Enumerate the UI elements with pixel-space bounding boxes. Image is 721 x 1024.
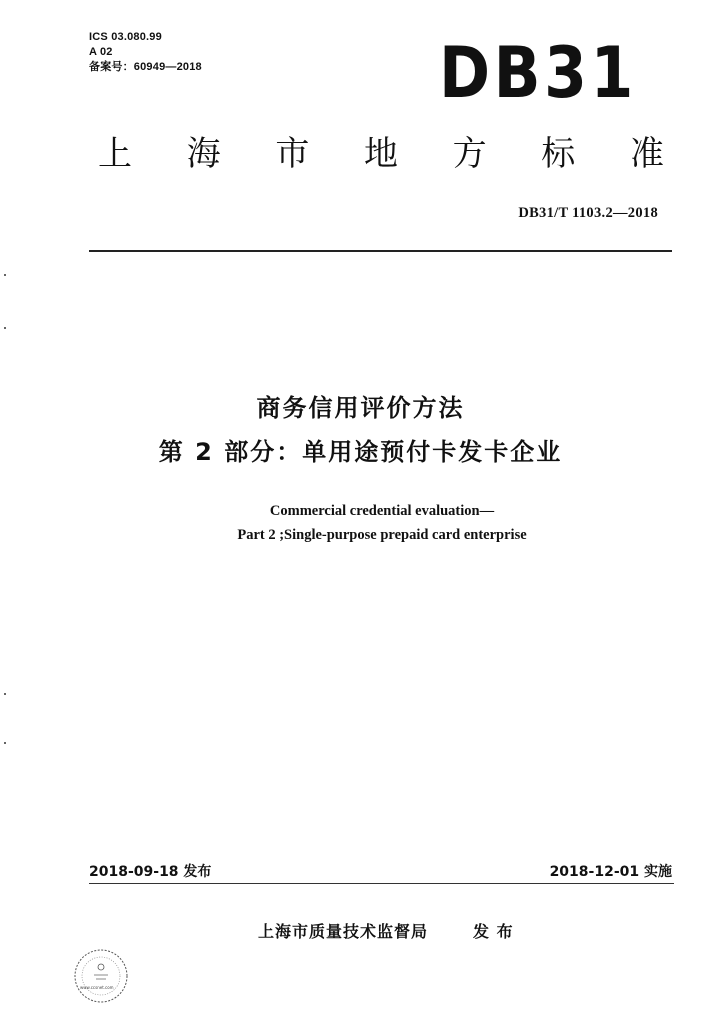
english-title-line1: Commercial credential evaluation— bbox=[269, 503, 495, 519]
margin-mark bbox=[4, 274, 6, 276]
title-char: 地 bbox=[363, 134, 398, 174]
db31-logo: DB31 bbox=[439, 32, 637, 114]
english-title-line2: Part 2 ;Single-purpose prepaid card enterprise bbox=[237, 527, 527, 543]
chinese-title-line1: 商务信用评价方法 bbox=[256, 394, 465, 422]
title-char: 标 bbox=[541, 134, 576, 174]
title-char: 准 bbox=[629, 134, 664, 174]
implementation-date: 2018-12-01 实施 bbox=[549, 864, 672, 880]
footer-divider bbox=[89, 883, 674, 884]
publisher-name: 上海市质量技术监督局 bbox=[258, 922, 429, 941]
standard-code: DB31/T 1103.2—2018 bbox=[518, 205, 658, 221]
margin-mark bbox=[4, 693, 6, 695]
issue-date: 2018-09-18 发布 bbox=[89, 864, 212, 880]
header-divider bbox=[89, 250, 672, 252]
standard-type-title bbox=[98, 134, 664, 174]
title-char: 市 bbox=[275, 134, 310, 174]
chinese-title-line2: 第 2 部分：单用途预付卡发卡企业 bbox=[158, 438, 563, 466]
margin-mark bbox=[4, 742, 6, 744]
title-char: 海 bbox=[186, 134, 221, 174]
publisher-action: 发 布 bbox=[473, 922, 514, 941]
title-char: 方 bbox=[452, 134, 487, 174]
ics-code: ICS 03.080.99 bbox=[89, 31, 162, 43]
category-code: A 02 bbox=[89, 46, 113, 58]
seal-text: www.ccsnet.com bbox=[80, 985, 114, 990]
margin-mark bbox=[4, 327, 6, 329]
record-number: 备案号：60949—2018 bbox=[89, 61, 202, 73]
seal-icon bbox=[70, 945, 132, 1007]
seal-stamp bbox=[70, 945, 132, 1007]
title-char: 上 bbox=[98, 134, 132, 174]
